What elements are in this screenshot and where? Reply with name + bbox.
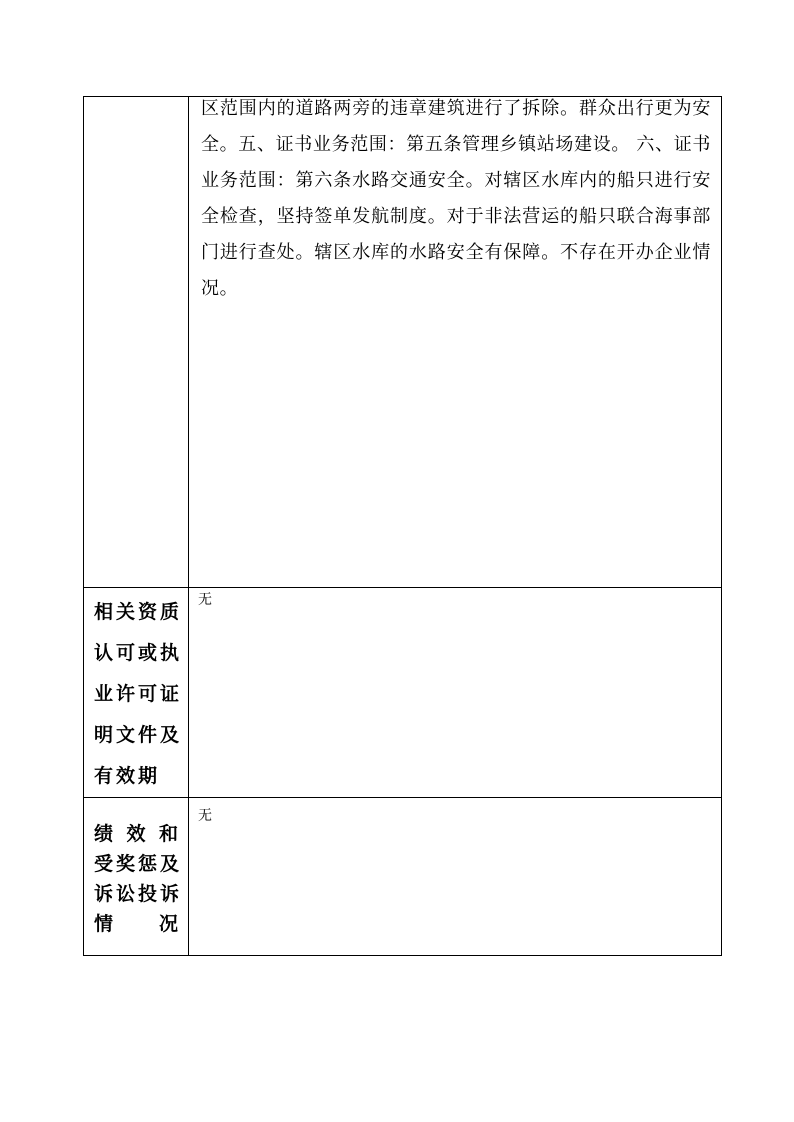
performance-label-line — [94, 909, 178, 939]
license-value: 无 — [198, 592, 212, 608]
content-cell-license — [189, 588, 722, 798]
label-char: 况 — [158, 913, 178, 935]
label-char: 绩 — [94, 823, 114, 845]
label-cell-empty — [84, 97, 189, 588]
label-cell-performance — [84, 798, 189, 956]
report-table — [83, 96, 722, 956]
performance-value: 无 — [198, 808, 212, 824]
license-label — [84, 588, 188, 797]
license-label-line: 有效期 — [94, 765, 161, 787]
main-content-text: 区范围内的道路两旁的违章建筑进行了拆除。群众出行更为安全。五、证书业务范围：第五条管理乡镇站场建设。 六、证书业务范围：第六条水路交通安全。对辖区水库内的船只进行安全检查，坚持签单发航制度。对于非法营运的船只联合海事部门进行查处。辖区水库的水路安全有保障。不存在开办企业情况。 — [201, 98, 711, 299]
performance-label-line: 诉讼投诉 — [94, 883, 183, 905]
performance-label — [84, 798, 188, 939]
label-char: 效 — [126, 823, 146, 845]
label-char: 和 — [158, 823, 178, 845]
table-row-license — [84, 588, 722, 798]
license-label-line: 明文件及 — [94, 724, 183, 746]
performance-label-line — [94, 819, 178, 849]
license-label-line: 相关资质 — [94, 601, 183, 623]
label-char: 情 — [94, 913, 114, 935]
performance-label-line: 受奖惩及 — [94, 853, 183, 875]
table-row-performance — [84, 798, 722, 956]
license-label-line: 业许可证 — [94, 683, 183, 705]
table-row-main — [84, 97, 722, 588]
content-cell-performance — [189, 798, 722, 956]
license-label-line: 认可或执 — [94, 642, 183, 664]
label-cell-license — [84, 588, 189, 798]
content-cell-main — [189, 97, 722, 588]
